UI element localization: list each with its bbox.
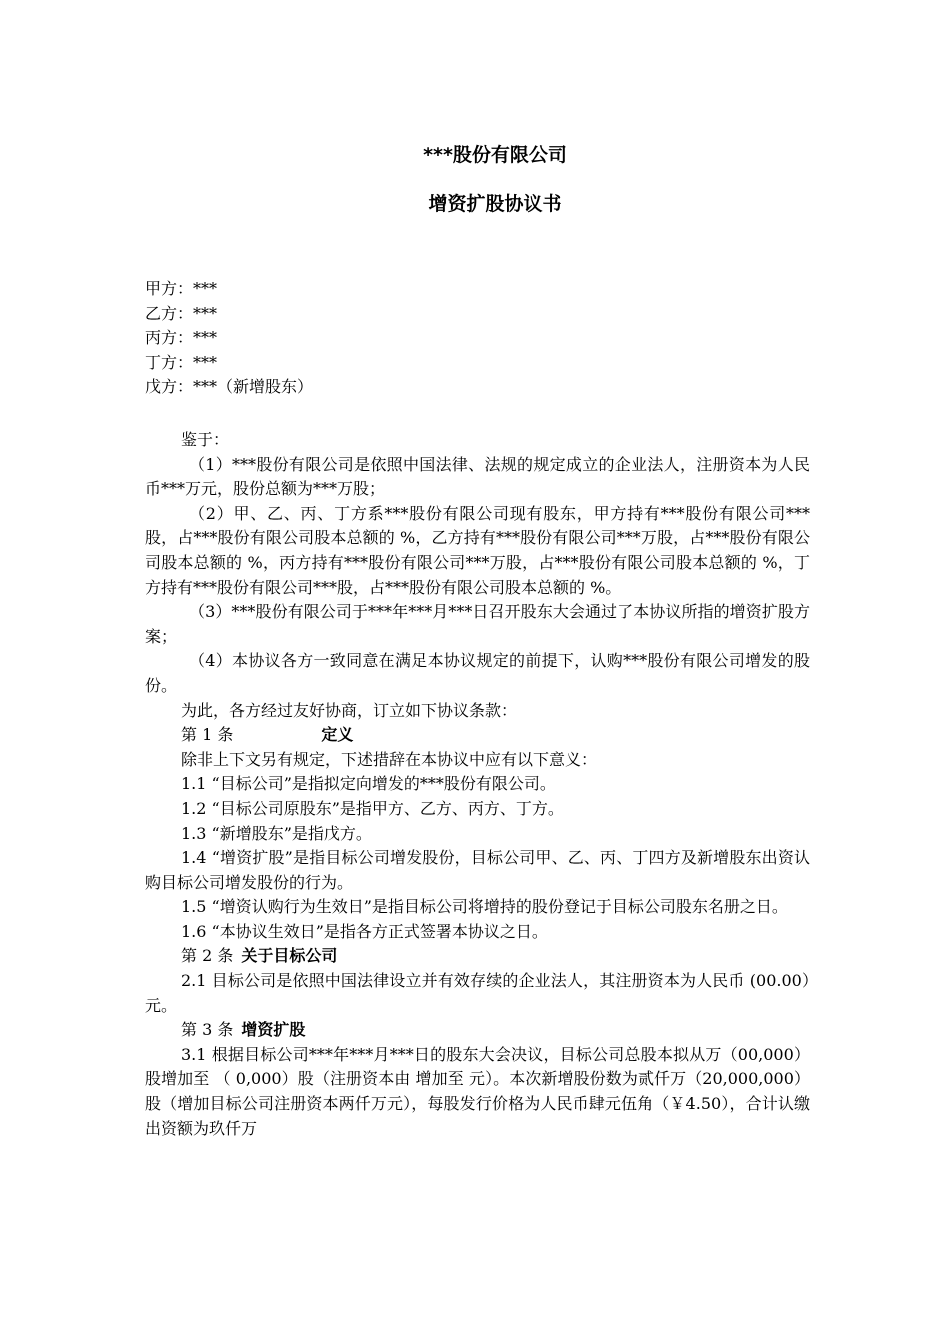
article-3-heading bbox=[145, 1018, 810, 1043]
document-subtitle: 增资扩股协议书 bbox=[428, 193, 562, 215]
document-body bbox=[145, 428, 810, 1141]
whereas-clause-1: （1）***股份有限公司是依照中国法律、法规的规定成立的企业法人，注册资本为人民币***万元，股份总额为***万股； bbox=[145, 454, 810, 499]
article-title: 增资扩股 bbox=[241, 1020, 306, 1040]
whereas-clause-4: （4）本协议各方一致同意在满足本协议规定的前提下，认购***股份有限公司增发的股份。 bbox=[145, 651, 810, 695]
definition-item: 1.2 “目标公司原股东”是指甲方、乙方、丙方、丁方。 bbox=[181, 798, 564, 818]
definition-item: 1.1 “目标公司”是指拟定向增发的***股份有限公司。 bbox=[181, 774, 556, 794]
definition-item: 1.4 “增资扩股”是指目标公司增发股份，目标公司甲、乙、丙、丁四方及新增股东出资认购目标公司增发股份的行为。 bbox=[145, 848, 810, 892]
article-title: 定义 bbox=[321, 725, 354, 745]
article-2-clause: 2.1 目标公司是依照中国法律设立并有效存续的企业法人，其注册资本为人民币 (00.00）元。 bbox=[145, 971, 810, 1015]
definition-item: 1.3 “新增股东”是指戊方。 bbox=[181, 823, 372, 843]
definition-item: 1.5 “增资认购行为生效日”是指目标公司将增持的股份登记于目标公司股东名册之日。 bbox=[181, 897, 788, 917]
whereas-clause-3: （3）***股份有限公司于***年***月***日召开股东大会通过了本协议所指的增资扩股方案； bbox=[145, 602, 810, 646]
intro-paragraph: 为此，各方经过友好协商，订立如下协议条款： bbox=[181, 700, 518, 720]
article-1-lead: 除非上下文另有规定，下述措辞在本协议中应有以下意义： bbox=[181, 749, 598, 769]
article-3-clause: 3.1 根据目标公司***年***月***日的股东大会决议，目标公司总股本拟从万（00,000）股增加至 （ 0,000）股（注册资本由 增加至 元）。本次新增股份数为贰仟万（20,000,000）股（增加目标公司注册资本两仟万元），每股发行价格为人民币肆元伍角（￥4.50），合计认缴出资额为玖仟万 bbox=[145, 1044, 810, 1138]
article-1-heading bbox=[145, 723, 810, 748]
party-d: 丁方：*** bbox=[145, 352, 218, 372]
party-a: 甲方：*** bbox=[145, 279, 218, 298]
party-b: 乙方：*** bbox=[145, 303, 218, 323]
article-title: 关于目标公司 bbox=[241, 946, 338, 966]
definition-item: 1.6 “本协议生效日”是指各方正式签署本协议之日。 bbox=[181, 921, 548, 941]
article-2-heading bbox=[145, 944, 810, 969]
whereas-heading: 鉴于： bbox=[181, 430, 230, 449]
article-number: 第 2 条 bbox=[181, 946, 234, 966]
document-title: ***股份有限公司 bbox=[423, 144, 567, 166]
article-number: 第 3 条 bbox=[181, 1020, 234, 1040]
article-number: 第 1 条 bbox=[181, 725, 234, 745]
party-e: 戊方：***（新增股东） bbox=[145, 377, 314, 397]
party-list bbox=[145, 277, 313, 400]
party-c: 丙方：*** bbox=[145, 328, 218, 348]
whereas-clause-2: （2）甲、乙、丙、丁方系***股份有限公司现有股东，甲方持有***股份有限公司***股，占***股份有限公司股本总额的 %，乙方持有***股份有限公司***万股，占***股份有限公司股本总额的 %，丙方持有***股份有限公司***万股，占***股份有限公司股本总额的 %，丁方持有***股份有限公司***股，占***股份有限公司股本总额的 %。 bbox=[145, 503, 810, 597]
